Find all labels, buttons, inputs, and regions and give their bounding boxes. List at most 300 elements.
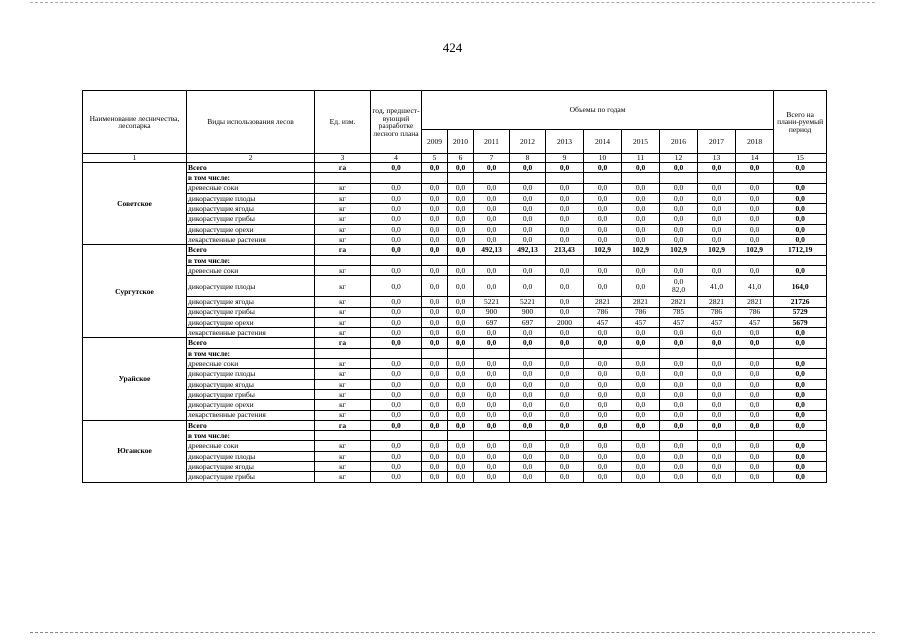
volume-value: 0,0 xyxy=(584,410,622,420)
volume-value: 0,0 xyxy=(546,472,584,482)
volume-value: 0,0 xyxy=(546,328,584,338)
volume-value: 0,0 xyxy=(736,338,774,348)
column-number: 4 xyxy=(371,154,422,163)
volume-value: 0,0 xyxy=(422,224,448,234)
volume-value xyxy=(622,173,660,183)
volume-value: 457 xyxy=(736,317,774,327)
use-kind: дикорастущие орехи xyxy=(187,400,315,410)
use-kind: Всего xyxy=(187,245,315,255)
unit: кг xyxy=(315,204,371,214)
row-total-value: 5679 xyxy=(774,317,827,327)
volume-value: 0,0 xyxy=(422,369,448,379)
unit: кг xyxy=(315,214,371,224)
table-row xyxy=(83,451,827,461)
volume-value: 0,0 xyxy=(448,317,474,327)
volume-value: 102,9 xyxy=(660,245,698,255)
row-total-value: 0,0 xyxy=(774,163,827,173)
column-number: 15 xyxy=(774,154,827,163)
volume-value xyxy=(448,173,474,183)
volume-value xyxy=(546,173,584,183)
volume-value xyxy=(660,431,698,441)
row-total-value: 0,0 xyxy=(774,204,827,214)
table-row xyxy=(83,359,827,369)
table-row xyxy=(83,472,827,482)
column-number: 7 xyxy=(474,154,510,163)
column-number: 12 xyxy=(660,154,698,163)
volume-value: 0,0 xyxy=(510,276,546,297)
row-total-value: 0,0 xyxy=(774,265,827,275)
volume-value: 0,0 82,0 xyxy=(660,276,698,297)
use-kind: дикорастущие ягоды xyxy=(187,297,315,307)
volume-value: 0,0 xyxy=(736,420,774,430)
volume-value: 0,0 xyxy=(371,297,422,307)
volume-value: 0,0 xyxy=(736,379,774,389)
volume-value: 0,0 xyxy=(736,472,774,482)
volume-value: 0,0 xyxy=(422,297,448,307)
volume-value: 0,0 xyxy=(584,338,622,348)
volume-value: 0,0 xyxy=(371,359,422,369)
volume-value: 0,0 xyxy=(448,265,474,275)
volume-value: 0,0 xyxy=(584,379,622,389)
forestry-name: Советское xyxy=(83,163,187,245)
volume-value: 0,0 xyxy=(546,400,584,410)
column-number: 14 xyxy=(736,154,774,163)
volume-value: 0,0 xyxy=(371,183,422,193)
unit: кг xyxy=(315,400,371,410)
volume-value: 0,0 xyxy=(371,224,422,234)
table-row xyxy=(83,420,827,430)
volume-value: 785 xyxy=(660,307,698,317)
volume-value: 0,0 xyxy=(736,183,774,193)
volume-value: 0,0 xyxy=(448,359,474,369)
volume-value: 0,0 xyxy=(622,389,660,399)
volume-value: 0,0 xyxy=(371,420,422,430)
volume-value: 0,0 xyxy=(584,462,622,472)
bottom-scan-edge xyxy=(30,632,875,633)
volume-value: 0,0 xyxy=(698,379,736,389)
unit: кг xyxy=(315,276,371,297)
volume-value: 0,0 xyxy=(474,328,510,338)
volume-value: 0,0 xyxy=(698,328,736,338)
use-kind: дикорастущие плоды xyxy=(187,193,315,203)
volume-value: 0,0 xyxy=(584,400,622,410)
volume-value: 0,0 xyxy=(448,369,474,379)
volume-value: 0,0 xyxy=(422,265,448,275)
volume-value: 697 xyxy=(474,317,510,327)
year-header: 2010 xyxy=(448,130,474,154)
volume-value: 0,0 xyxy=(448,328,474,338)
table-row xyxy=(83,410,827,420)
use-kind: Всего xyxy=(187,163,315,173)
volume-value: 0,0 xyxy=(546,359,584,369)
table-row xyxy=(83,276,827,297)
volume-value: 0,0 xyxy=(546,451,584,461)
volume-value: 0,0 xyxy=(698,389,736,399)
volume-value: 0,0 xyxy=(474,276,510,297)
header-name: Наименование лесничества, лесопарка xyxy=(83,91,187,154)
row-total-value: 0,0 xyxy=(774,451,827,461)
row-total-value: 0,0 xyxy=(774,183,827,193)
volume-value: 0,0 xyxy=(510,224,546,234)
volume-value: 0,0 xyxy=(622,204,660,214)
column-number-row xyxy=(83,154,827,163)
volume-value: 0,0 xyxy=(448,224,474,234)
volume-value: 0,0 xyxy=(422,307,448,317)
volume-value: 0,0 xyxy=(622,451,660,461)
unit: га xyxy=(315,420,371,430)
volume-value: 0,0 xyxy=(546,214,584,224)
volume-value: 0,0 xyxy=(371,441,422,451)
year-header: 2012 xyxy=(510,130,546,154)
volume-value: 0,0 xyxy=(510,359,546,369)
use-kind: дикорастущие грибы xyxy=(187,472,315,482)
volume-value: 0,0 xyxy=(622,369,660,379)
volume-value: 0,0 xyxy=(371,163,422,173)
volume-value: 457 xyxy=(584,317,622,327)
volume-value: 0,0 xyxy=(510,183,546,193)
unit: кг xyxy=(315,193,371,203)
volume-value: 0,0 xyxy=(448,338,474,348)
table-row xyxy=(83,369,827,379)
volume-value: 0,0 xyxy=(448,235,474,245)
volume-value: 0,0 xyxy=(371,472,422,482)
volume-value: 0,0 xyxy=(736,389,774,399)
row-total-value: 0,0 xyxy=(774,472,827,482)
volume-value: 697 xyxy=(510,317,546,327)
volume-value: 0,0 xyxy=(660,400,698,410)
volume-value: 0,0 xyxy=(736,400,774,410)
volume-value: 0,0 xyxy=(546,338,584,348)
volume-value: 786 xyxy=(698,307,736,317)
volume-value: 0,0 xyxy=(660,451,698,461)
table-row xyxy=(83,183,827,193)
row-total-value: 0,0 xyxy=(774,359,827,369)
volume-value: 0,0 xyxy=(660,183,698,193)
column-number: 8 xyxy=(510,154,546,163)
volume-value xyxy=(698,173,736,183)
table-row xyxy=(83,163,827,173)
volume-value: 0,0 xyxy=(474,420,510,430)
volume-value xyxy=(736,431,774,441)
unit: кг xyxy=(315,472,371,482)
volume-value xyxy=(698,431,736,441)
table-row xyxy=(83,328,827,338)
column-number: 6 xyxy=(448,154,474,163)
volume-value xyxy=(371,348,422,358)
table-row xyxy=(83,265,827,275)
volume-value: 0,0 xyxy=(622,400,660,410)
volume-value: 0,0 xyxy=(448,451,474,461)
volume-value: 0,0 xyxy=(546,420,584,430)
volume-value: 0,0 xyxy=(698,204,736,214)
volume-value: 0,0 xyxy=(698,265,736,275)
volume-value: 0,0 xyxy=(422,214,448,224)
volume-value: 0,0 xyxy=(660,462,698,472)
volume-value: 0,0 xyxy=(546,297,584,307)
row-total-value: 0,0 xyxy=(774,379,827,389)
volume-value: 0,0 xyxy=(546,276,584,297)
volume-value: 0,0 xyxy=(474,183,510,193)
volume-value: 0,0 xyxy=(660,410,698,420)
volume-value: 0,0 xyxy=(371,235,422,245)
volume-value: 0,0 xyxy=(698,472,736,482)
volume-value xyxy=(736,255,774,265)
volume-value: 0,0 xyxy=(371,307,422,317)
row-total-value xyxy=(774,173,827,183)
table-row xyxy=(83,379,827,389)
volume-value: 0,0 xyxy=(622,224,660,234)
row-total-value: 21726 xyxy=(774,297,827,307)
column-number: 1 xyxy=(83,154,187,163)
use-kind: дикорастущие орехи xyxy=(187,224,315,234)
volume-value: 0,0 xyxy=(736,359,774,369)
volume-value: 0,0 xyxy=(622,420,660,430)
volume-value: 0,0 xyxy=(584,369,622,379)
volume-value: 786 xyxy=(736,307,774,317)
volume-value: 0,0 xyxy=(474,359,510,369)
volume-value: 0,0 xyxy=(698,224,736,234)
volume-value: 0,0 xyxy=(546,379,584,389)
volume-value: 0,0 xyxy=(474,462,510,472)
volume-value: 0,0 xyxy=(474,451,510,461)
volume-value: 0,0 xyxy=(660,214,698,224)
volume-value xyxy=(660,173,698,183)
volume-value: 0,0 xyxy=(660,369,698,379)
column-number: 11 xyxy=(622,154,660,163)
volume-value: 0,0 xyxy=(371,338,422,348)
unit: кг xyxy=(315,451,371,461)
volume-value: 0,0 xyxy=(422,338,448,348)
volume-value xyxy=(474,173,510,183)
volume-value: 0,0 xyxy=(448,276,474,297)
volume-value: 0,0 xyxy=(698,410,736,420)
volume-value: 0,0 xyxy=(422,276,448,297)
volume-value: 0,0 xyxy=(510,338,546,348)
volume-value xyxy=(660,255,698,265)
header-kind: Виды использования лесов xyxy=(187,91,315,154)
volume-value: 0,0 xyxy=(736,193,774,203)
row-total-value: 0,0 xyxy=(774,338,827,348)
unit: га xyxy=(315,163,371,173)
year-header: 2017 xyxy=(698,130,736,154)
use-kind: древесные соки xyxy=(187,359,315,369)
volume-value: 0,0 xyxy=(736,441,774,451)
volume-value: 492,13 xyxy=(510,245,546,255)
volume-value xyxy=(736,348,774,358)
volume-value xyxy=(622,255,660,265)
volume-value: 0,0 xyxy=(698,163,736,173)
volume-value: 0,0 xyxy=(584,265,622,275)
use-kind: дикорастущие плоды xyxy=(187,276,315,297)
unit: кг xyxy=(315,224,371,234)
volume-value: 0,0 xyxy=(371,214,422,224)
volume-value: 0,0 xyxy=(660,265,698,275)
volume-value: 0,0 xyxy=(448,389,474,399)
volume-value: 0,0 xyxy=(622,410,660,420)
volume-value xyxy=(422,348,448,358)
volume-value: 2821 xyxy=(698,297,736,307)
volume-value: 0,0 xyxy=(371,204,422,214)
volume-value: 0,0 xyxy=(371,276,422,297)
volume-value: 0,0 xyxy=(422,245,448,255)
column-number: 13 xyxy=(698,154,736,163)
use-kind: Всего xyxy=(187,338,315,348)
volume-value xyxy=(698,348,736,358)
volume-value: 0,0 xyxy=(422,389,448,399)
volume-value: 0,0 xyxy=(660,389,698,399)
volume-value: 0,0 xyxy=(584,235,622,245)
page-number: 424 xyxy=(442,40,463,55)
volume-value: 0,0 xyxy=(422,317,448,327)
volume-value: 0,0 xyxy=(546,369,584,379)
volume-value: 0,0 xyxy=(422,359,448,369)
volume-value: 786 xyxy=(622,307,660,317)
volume-value: 0,0 xyxy=(698,369,736,379)
row-total-value: 0,0 xyxy=(774,400,827,410)
volume-value: 102,9 xyxy=(736,245,774,255)
volume-value: 0,0 xyxy=(546,410,584,420)
volume-value: 0,0 xyxy=(371,265,422,275)
volume-value: 0,0 xyxy=(546,265,584,275)
volume-value: 0,0 xyxy=(510,204,546,214)
use-kind: в том числе: xyxy=(187,255,315,265)
volume-value: 0,0 xyxy=(622,276,660,297)
volume-value: 0,0 xyxy=(622,193,660,203)
volume-value: 0,0 xyxy=(622,441,660,451)
volume-value: 0,0 xyxy=(698,183,736,193)
volume-value: 0,0 xyxy=(510,441,546,451)
volume-value: 0,0 xyxy=(371,379,422,389)
volume-value: 0,0 xyxy=(474,163,510,173)
volume-value: 0,0 xyxy=(546,163,584,173)
volume-value: 0,0 xyxy=(474,204,510,214)
volume-value: 0,0 xyxy=(371,193,422,203)
volume-value: 0,0 xyxy=(660,235,698,245)
year-header: 2015 xyxy=(622,130,660,154)
volume-value xyxy=(371,255,422,265)
year-header: 2016 xyxy=(660,130,698,154)
volume-value: 492,13 xyxy=(474,245,510,255)
use-kind: лекарственные растения xyxy=(187,235,315,245)
volume-value: 0,0 xyxy=(698,462,736,472)
year-header: 2013 xyxy=(546,130,584,154)
volume-value: 0,0 xyxy=(584,328,622,338)
volume-value: 0,0 xyxy=(736,369,774,379)
row-total-value: 0,0 xyxy=(774,389,827,399)
row-total-value: 164,0 xyxy=(774,276,827,297)
volume-value: 457 xyxy=(698,317,736,327)
volume-value: 0,0 xyxy=(622,338,660,348)
column-number: 10 xyxy=(584,154,622,163)
unit: кг xyxy=(315,369,371,379)
volume-value: 0,0 xyxy=(448,204,474,214)
volume-value: 0,0 xyxy=(546,462,584,472)
volume-value: 0,0 xyxy=(584,276,622,297)
volume-value: 0,0 xyxy=(510,163,546,173)
column-number: 3 xyxy=(315,154,371,163)
volume-value: 0,0 xyxy=(448,472,474,482)
use-kind: древесные соки xyxy=(187,265,315,275)
volume-value: 0,0 xyxy=(371,462,422,472)
volume-value: 0,0 xyxy=(584,420,622,430)
volume-value: 2821 xyxy=(584,297,622,307)
unit xyxy=(315,255,371,265)
use-kind: в том числе: xyxy=(187,173,315,183)
use-kind: в том числе: xyxy=(187,348,315,358)
volume-value: 0,0 xyxy=(510,214,546,224)
volume-value: 0,0 xyxy=(584,441,622,451)
volume-value: 0,0 xyxy=(448,462,474,472)
header-volumes: Объемы по годам xyxy=(422,91,774,130)
volume-value xyxy=(584,431,622,441)
volume-value xyxy=(698,255,736,265)
volume-value: 0,0 xyxy=(371,369,422,379)
forestry-name: Урайское xyxy=(83,338,187,420)
volume-value xyxy=(622,348,660,358)
row-total-value: 0,0 xyxy=(774,462,827,472)
volume-value: 0,0 xyxy=(736,214,774,224)
row-total-value: 0,0 xyxy=(774,214,827,224)
table-row xyxy=(83,348,827,358)
volume-value: 0,0 xyxy=(698,359,736,369)
unit: кг xyxy=(315,183,371,193)
unit: га xyxy=(315,245,371,255)
volume-value: 0,0 xyxy=(546,235,584,245)
use-kind: дикорастущие орехи xyxy=(187,317,315,327)
table-row xyxy=(83,297,827,307)
volume-value xyxy=(474,348,510,358)
year-header: 2018 xyxy=(736,130,774,154)
use-kind: дикорастущие грибы xyxy=(187,214,315,224)
unit xyxy=(315,348,371,358)
use-kind: древесные соки xyxy=(187,183,315,193)
table-row xyxy=(83,307,827,317)
row-total-value: 0,0 xyxy=(774,420,827,430)
volume-value: 0,0 xyxy=(510,265,546,275)
volume-value: 0,0 xyxy=(660,441,698,451)
volume-value: 0,0 xyxy=(422,472,448,482)
volume-value: 0,0 xyxy=(422,204,448,214)
header-prev-year: год, предшест-вующий разработке лесного плана xyxy=(371,91,422,154)
volume-value: 0,0 xyxy=(510,328,546,338)
use-kind: древесные соки xyxy=(187,441,315,451)
unit: кг xyxy=(315,307,371,317)
volume-value: 0,0 xyxy=(584,472,622,482)
use-kind: дикорастущие ягоды xyxy=(187,462,315,472)
table-body xyxy=(83,163,827,483)
volume-value: 0,0 xyxy=(698,235,736,245)
volume-value: 0,0 xyxy=(448,379,474,389)
volume-value: 0,0 xyxy=(448,245,474,255)
volume-value: 0,0 xyxy=(546,204,584,214)
table-row xyxy=(83,431,827,441)
volume-value: 0,0 xyxy=(510,420,546,430)
volume-value: 0,0 xyxy=(474,224,510,234)
volume-value: 102,9 xyxy=(584,245,622,255)
volume-value: 0,0 xyxy=(474,193,510,203)
volume-value: 0,0 xyxy=(510,410,546,420)
volume-value: 0,0 xyxy=(660,193,698,203)
volume-value: 0,0 xyxy=(371,389,422,399)
volume-value: 0,0 xyxy=(422,163,448,173)
volume-value xyxy=(584,255,622,265)
use-kind: дикорастущие плоды xyxy=(187,451,315,461)
row-total-value: 0,0 xyxy=(774,410,827,420)
table-row xyxy=(83,462,827,472)
table-row xyxy=(83,317,827,327)
volume-value xyxy=(448,348,474,358)
volume-value: 0,0 xyxy=(660,472,698,482)
